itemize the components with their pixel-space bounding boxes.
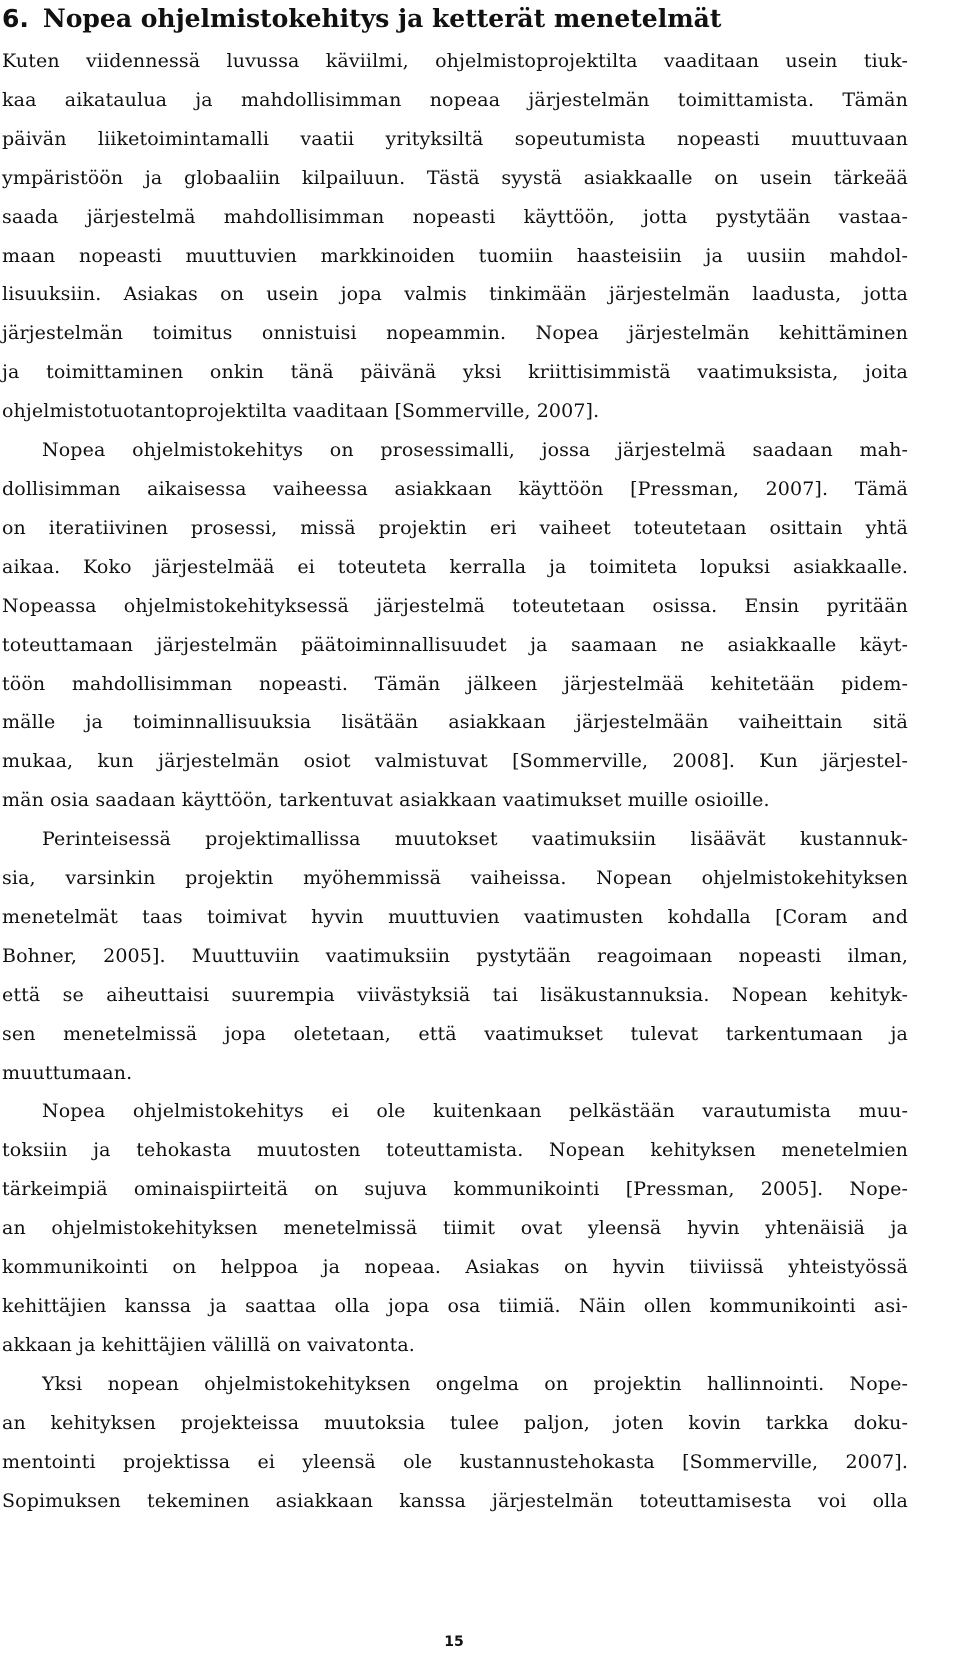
text-line: lisuuksiin. Asiakas on usein jopa valmis tinkimään järjestelmän laadusta, jotta	[2, 283, 908, 306]
text-line: mentointi projektissa ei yleensä ole kustannustehokasta [Sommerville, 2007].	[2, 1450, 908, 1473]
text-line: Perinteisessä projektimallissa muutokset vaatimuksiin lisäävät kustannuk-	[42, 828, 908, 851]
text-line: töön mahdollisimman nopeasti. Tämän jälkeen järjestelmää kehitetään pidem-	[2, 672, 908, 695]
text-line: mukaa, kun järjestelmän osiot valmistuvat [Sommerville, 2008]. Kun järjestel-	[2, 750, 908, 773]
text-line: aikaa. Koko järjestelmää ei toteuteta kerralla ja toimiteta lopuksi asiakkaalle.	[2, 555, 908, 578]
text-line: akkaan ja kehittäjien välillä on vaivatonta.	[2, 1333, 415, 1356]
text-line: tärkeimpiä ominaispiirteitä on sujuva kommunikointi [Pressman, 2005]. Nope-	[2, 1178, 908, 1201]
text-line: dollisimman aikaisessa vaiheessa asiakkaan käyttöön [Pressman, 2007]. Tämä	[2, 477, 908, 500]
page-number: 15	[444, 1634, 464, 1650]
paragraph	[2, 1365, 908, 1521]
text-line: Nopea ohjelmistokehitys on prosessimalli, jossa järjestelmä saadaan mah-	[42, 439, 908, 462]
text-line: maan nopeasti muuttuvien markkinoiden tuomiin haasteisiin ja uusiin mahdol-	[2, 244, 908, 267]
text-line: ympäristöön ja globaaliin kilpailuun. Tästä syystä asiakkaalle on usein tärkeää	[2, 166, 908, 189]
text-line: an ohjelmistokehityksen menetelmissä tiimit ovat yleensä hyvin yhtenäisiä ja	[2, 1217, 908, 1240]
text-line: ja toimittaminen onkin tänä päivänä yksi kriittisimmistä vaatimuksista, joita	[2, 361, 908, 384]
text-line: päivän liiketoimintamalli vaatii yrityksiltä sopeutumista nopeasti muuttuvaan	[2, 127, 908, 150]
text-line: Nopea ohjelmistokehitys ei ole kuitenkaan pelkästään varautumista muu-	[42, 1100, 908, 1123]
text-line: ohjelmistotuotantoprojektilta vaaditaan [Sommerville, 2007].	[2, 400, 600, 423]
text-line: an kehityksen projekteissa muutoksia tulee paljon, joten kovin tarkka doku-	[2, 1411, 908, 1434]
text-line: sia, varsinkin projektin myöhemmissä vaiheissa. Nopean ohjelmistokehityksen	[2, 867, 908, 890]
text-line: on iteratiivinen prosessi, missä projektin eri vaiheet toteutetaan osittain yhtä	[2, 516, 908, 539]
text-line: menetelmät taas toimivat hyvin muuttuvien vaatimusten kohdalla [Coram and	[2, 905, 908, 928]
text-line: män osia saadaan käyttöön, tarkentuvat asiakkaan vaatimukset muille osioille.	[2, 789, 770, 812]
text-line: toksiin ja tehokasta muutosten toteuttamista. Nopean kehityksen menetelmien	[2, 1139, 908, 1162]
section-heading	[2, 2, 952, 36]
section-title: Nopea ohjelmistokehitys ja ketterät menetelmät	[42, 4, 722, 33]
text-line: muuttumaan.	[2, 1061, 133, 1084]
text-line: Sopimuksen tekeminen asiakkaan kanssa järjestelmän toteuttamisesta voi olla	[2, 1489, 908, 1512]
text-line: Kuten viidennessä luvussa käviilmi, ohjelmistoprojektilta vaaditaan usein tiuk-	[2, 50, 908, 72]
paragraph	[2, 42, 908, 431]
text-line: kehittäjien kanssa ja saattaa olla jopa osa tiimiä. Näin ollen kommunikointi asi-	[2, 1295, 908, 1317]
text-line: että se aiheuttaisi suurempia viivästyksiä tai lisäkustannuksia. Nopean kehityk-	[2, 983, 908, 1006]
text-line: saada järjestelmä mahdollisimman nopeasti käyttöön, jotta pystytään vastaa-	[2, 205, 908, 228]
text-line: kommunikointi on helppoa ja nopeaa. Asiakas on hyvin tiiviissä yhteistyössä	[2, 1256, 908, 1279]
text-line: järjestelmän toimitus onnistuisi nopeammin. Nopea järjestelmän kehittäminen	[2, 322, 908, 345]
text-line: sen menetelmissä jopa oletetaan, että vaatimukset tulevat tarkentumaan ja	[2, 1022, 908, 1045]
paragraph	[2, 431, 908, 820]
text-line: kaa aikataulua ja mahdollisimman nopeaa järjestelmän toimittamista. Tämän	[2, 88, 908, 111]
text-line: toteuttamaan järjestelmän päätoiminnallisuudet ja saamaan ne asiakkaalle käyt-	[2, 633, 908, 656]
paragraph	[2, 820, 908, 1092]
text-line: mälle ja toiminnallisuuksia lisätään asiakkaan järjestelmään vaiheittain sitä	[2, 711, 908, 734]
section-number: 6.	[2, 4, 29, 33]
body-text	[2, 42, 908, 1520]
paragraph	[2, 1092, 908, 1364]
text-line: Bohner, 2005]. Muuttuviin vaatimuksiin pystytään reagoimaan nopeasti ilman,	[2, 944, 908, 967]
text-line: Yksi nopean ohjelmistokehityksen ongelma on projektin hallinnointi. Nope-	[42, 1372, 908, 1395]
text-line: Nopeassa ohjelmistokehityksessä järjestelmä toteutetaan osissa. Ensin pyritään	[2, 594, 908, 617]
